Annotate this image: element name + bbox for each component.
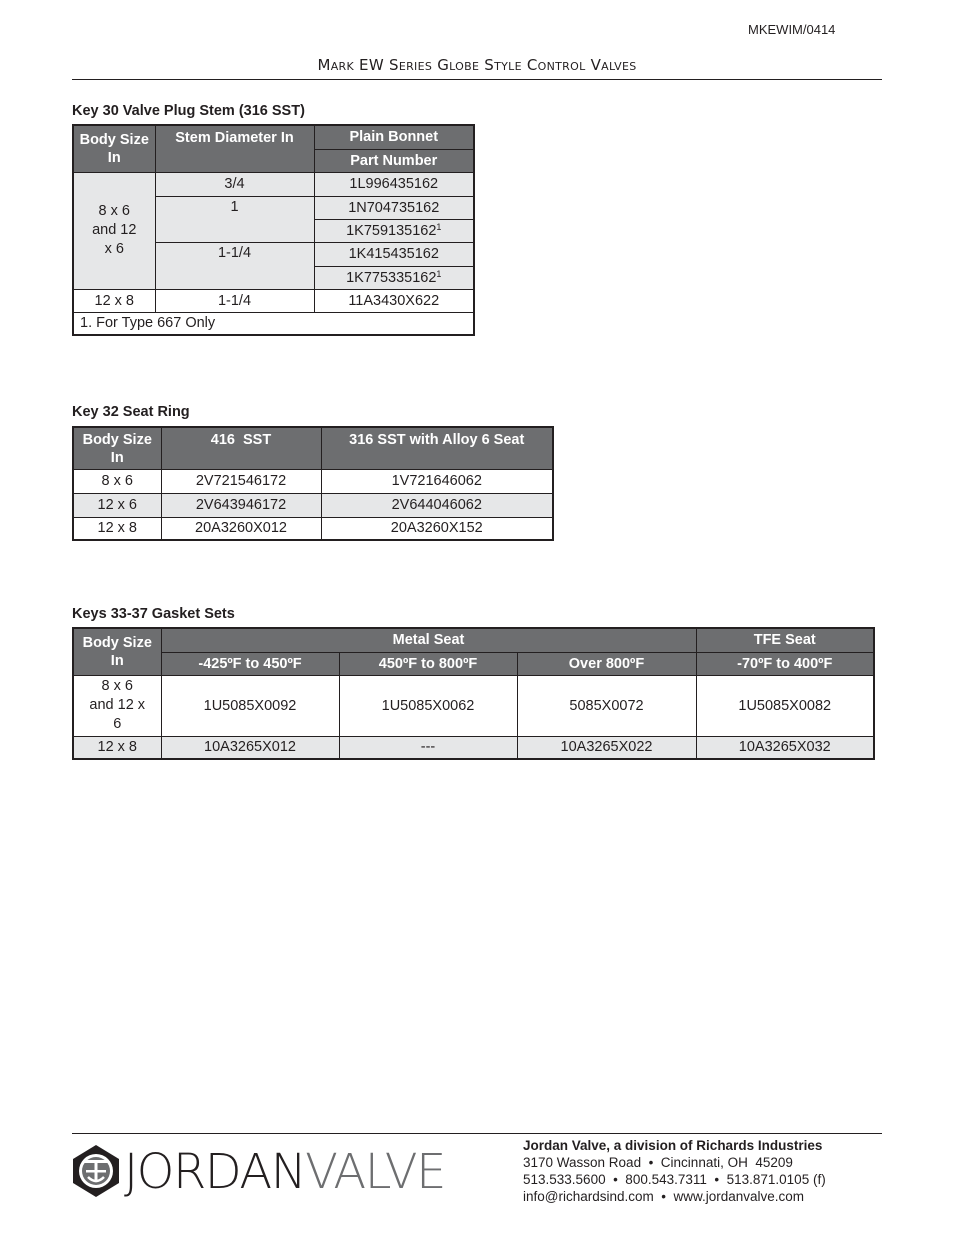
jordan-valve-logo-icon <box>70 1143 122 1199</box>
footer-rule <box>72 1133 882 1134</box>
key30-part-cell: 1N704735162 <box>314 196 474 219</box>
keys33-body-size-cell: 8 x 6 and 12 x 6 <box>73 675 161 736</box>
jordan-valve-wordmark <box>124 1142 445 1202</box>
keys33-part-cell: --- <box>339 736 517 759</box>
keys33-part-cell: 5085X0072 <box>517 675 696 736</box>
keys33-header-body-size: Body Size In <box>73 628 161 675</box>
document-code: MKEWIM/0414 <box>748 22 836 37</box>
key30-stem-cell: 1 <box>155 196 314 242</box>
key32-316-cell: 1V721646062 <box>321 469 553 493</box>
key32-header-body-size: Body Size In <box>73 427 161 469</box>
key32-416-cell: 2V721546172 <box>161 469 321 493</box>
key30-stem-cell: 1-1/4 <box>155 242 314 289</box>
key30-body-size-cell: 8 x 6 and 12 x 6 <box>73 172 155 289</box>
key32-table <box>72 426 554 541</box>
company-web[interactable]: info@richardsind.com • www.jordanvalve.com <box>523 1189 805 1204</box>
key30-part-cell <box>314 219 474 242</box>
key30-part-cell: 1L996435162 <box>314 172 474 196</box>
keys33-part-cell: 10A3265X012 <box>161 736 339 759</box>
footnote-mark: 1 <box>436 221 442 232</box>
keys33-header-range: -425ºF to 450ºF <box>161 652 339 675</box>
keys33-body-size-cell: 12 x 8 <box>73 736 161 759</box>
key32-416-cell: 2V643946172 <box>161 493 321 517</box>
key32-header-416-sst: 416 SST <box>161 427 321 469</box>
key30-header-plain-bonnet: Plain Bonnet <box>314 125 474 149</box>
key30-part-cell: 1K415435162 <box>314 242 474 266</box>
wordmark-jordan: JORDAN <box>124 1144 306 1200</box>
key32-header-316-sst: 316 SST with Alloy 6 Seat <box>321 427 553 469</box>
key30-footnote: 1. For Type 667 Only <box>73 312 474 335</box>
company-phones: 513.533.5600 • 800.543.7311 • 513.871.0105 (f) <box>523 1172 826 1187</box>
key30-body-size-cell: 12 x 8 <box>73 289 155 312</box>
keys33-part-cell: 1U5085X0062 <box>339 675 517 736</box>
key30-title: Key 30 Valve Plug Stem (316 SST) <box>72 103 305 119</box>
key30-table <box>72 124 475 336</box>
keys33-header-range: 450ºF to 800ºF <box>339 652 517 675</box>
header-rule <box>72 79 882 80</box>
key30-stem-cell: 3/4 <box>155 172 314 196</box>
keys33-part-cell: 10A3265X022 <box>517 736 696 759</box>
keys33-part-cell: 1U5085X0092 <box>161 675 339 736</box>
contact-block <box>523 1137 826 1205</box>
key32-body-size-cell: 8 x 6 <box>73 469 161 493</box>
key30-part-cell <box>314 266 474 289</box>
key32-316-cell: 20A3260X152 <box>321 517 553 540</box>
key30-part-cell: 11A3430X622 <box>314 289 474 312</box>
key32-title: Key 32 Seat Ring <box>72 404 190 420</box>
keys33-header-tfe-seat: TFE Seat <box>696 628 874 652</box>
key30-header-part-number: Part Number <box>314 149 474 172</box>
keys33-title: Keys 33-37 Gasket Sets <box>72 606 235 622</box>
key30-header-stem-diameter: Stem Diameter In <box>155 125 314 172</box>
key32-416-cell: 20A3260X012 <box>161 517 321 540</box>
document-title: Mark EW Series Globe Style Control Valves <box>317 56 637 74</box>
keys33-table <box>72 627 875 760</box>
keys33-header-range: -70ºF to 400ºF <box>696 652 874 675</box>
keys33-header-metal-seat: Metal Seat <box>161 628 696 652</box>
key30-part-text: 1K775335162 <box>346 269 437 286</box>
key30-part-text: 1K759135162 <box>346 222 437 239</box>
keys33-part-cell: 1U5085X0082 <box>696 675 874 736</box>
key32-body-size-cell: 12 x 8 <box>73 517 161 540</box>
key30-stem-cell: 1-1/4 <box>155 289 314 312</box>
key30-header-body-size: Body Size In <box>73 125 155 172</box>
keys33-part-cell: 10A3265X032 <box>696 736 874 759</box>
key32-body-size-cell: 12 x 6 <box>73 493 161 517</box>
company-name: Jordan Valve, a division of Richards Industries <box>523 1138 823 1153</box>
keys33-header-range: Over 800ºF <box>517 652 696 675</box>
footnote-mark: 1 <box>436 268 442 279</box>
key32-316-cell: 2V644046062 <box>321 493 553 517</box>
company-address: 3170 Wasson Road • Cincinnati, OH 45209 <box>523 1155 793 1170</box>
wordmark-valve: VALVE <box>305 1144 445 1200</box>
